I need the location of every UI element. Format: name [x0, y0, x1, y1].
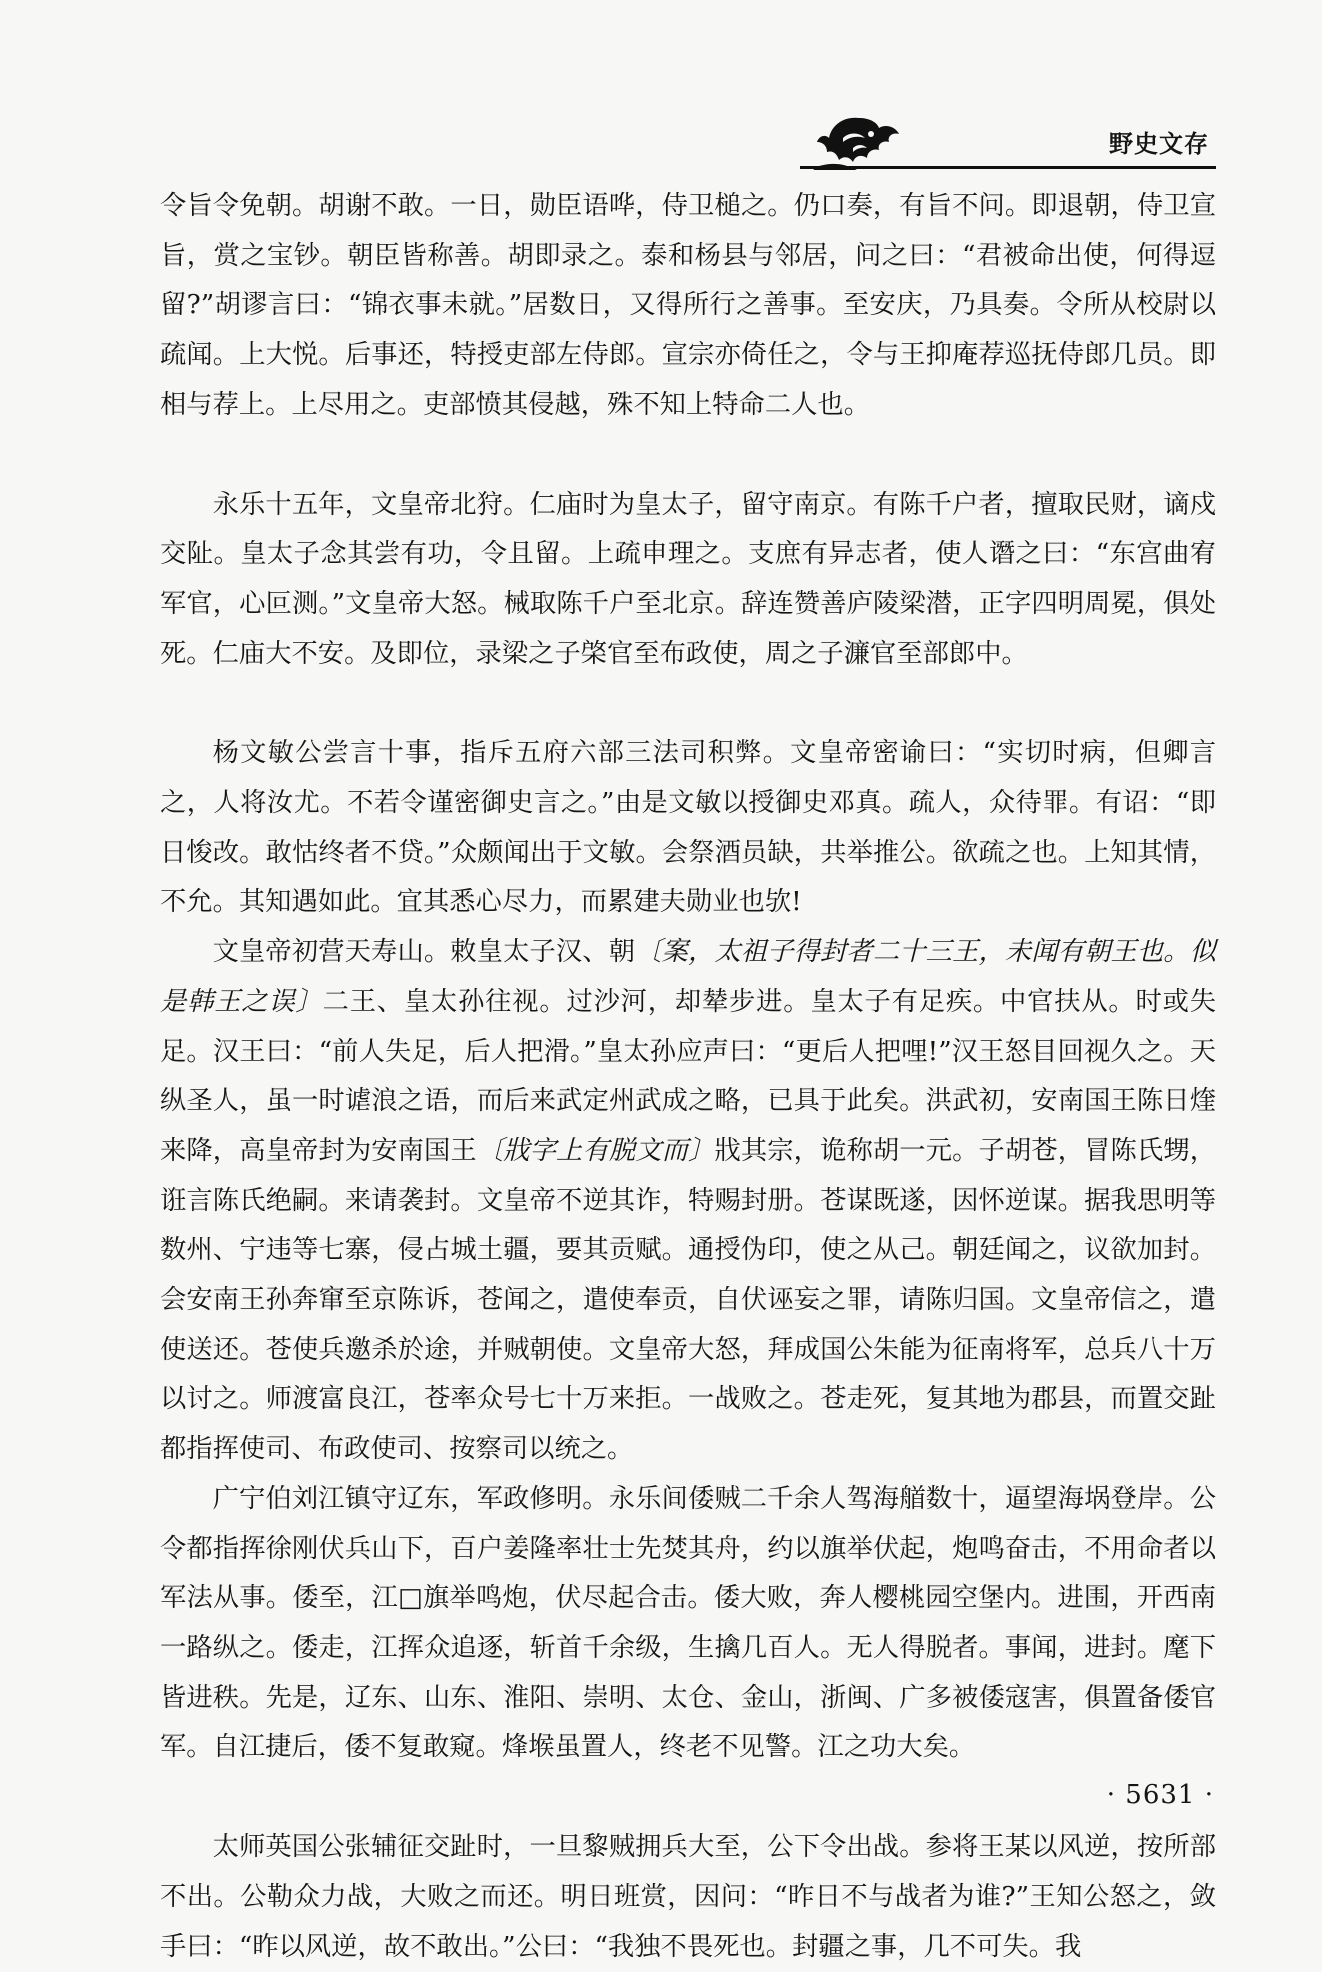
body-text	[160, 182, 1216, 1972]
dragon-emblem-icon	[813, 112, 905, 170]
page-number: · 5631 ·	[1106, 1780, 1214, 1810]
paragraph-continued: 令旨令免朝。胡谢不敢。一日，勋臣语哗，侍卫槌之。仍口奏，有旨不问。即退朝，侍卫宣旨，赏之宝钞。朝臣皆称善。胡即录之。泰和杨县与邻居，问之曰：“君被命出使，何得逗留?”胡谬言曰：“锦衣事未就。”居数日，又得所行之善事。至安庆，乃具奏。令所从校尉以疏闻。上大悦。后事还，特授吏部左侍郎。宣宗亦倚任之，令与王抑庵荐巡抚侍郎几员。即相与荐上。上尽用之。吏部愤其侵越，殊不知上特命二人也。	[160, 191, 1216, 420]
editorial-note: 〔戕字上有脱文而〕	[476, 1135, 715, 1166]
paragraph-text-segment: 二王、皇太孙往视。过沙河，却辇步进。皇太子有足疾。中官扶从。时或失足。汉王曰：“前人失足，后人把滑。”皇太孙应声曰：“更后人把哩!”汉王怒目回视久之。天纵圣人，虽一时谑浪之语，而后来武定州武成之略，已具于此矣。洪武初，安南国王陈日煃来降，高皇帝封为安南国王	[160, 986, 1217, 1166]
paragraph-text-segment: 文皇帝初营天寿山。敕皇太子汉、朝	[212, 937, 636, 968]
paragraph-tianshou-mountain	[160, 928, 1216, 1475]
paragraph-zhang-fu: 太师英国公张辅征交趾时，一旦黎贼拥兵大至，公下令出战。参将王某以风逆，按所部不出。公勒众力战，大败之而还。明日班赏，因问：“昨日不与战者为谁?”王知公怒之，敛手曰：“昨以风逆，故不敢出。”公曰：“我独不畏死也。封疆之事，几不可失。我	[160, 1832, 1216, 1962]
series-title: 野史文存	[1109, 130, 1209, 158]
paragraph-text-segment: 戕其宗，诡称胡一元。子胡苍，冒陈氏甥，诳言陈氏绝嗣。来请袭封。文皇帝不逆其诈，特赐封册。苍谋既遂，因怀逆谋。据我思明等数州、宁违等七寨，侵占城土疆，要其贡赋。通授伪印，使之从己。朝廷闻之，议欲加封。会安南王孙奔窜至京陈诉，苍闻之，遣使奉贡，自伏诬妄之罪，请陈归国。文皇帝信之，遣使送还。苍使兵邀杀於途，并贼朝使。文皇帝大怒，拜成国公朱能为征南将军，总兵八十万以讨之。师渡富良江，苍率众号七十万来拒。一战败之。苍走死，复其地为郡县，而置交趾都指挥使司、布政使司、按察司以统之。	[160, 1135, 1217, 1465]
paragraph-yongle: 永乐十五年，文皇帝北狩。仁庙时为皇太子，留守南京。有陈千户者，擅取民财，谪戍交阯。皇太子念其尝有功，令且留。上疏申理之。支庶有异志者，使人谮之曰：“东宫曲宥军官，心叵测。”文皇帝大怒。械取陈千户至北京。辞连赞善庐陵梁潜，正字四明周冕，俱处死。仁庙大不安。及即位，录梁之子棨官至布政使，周之子濂官至部郎中。	[160, 489, 1216, 669]
editorial-note: 〔案，太祖子得封者二十三王，未闻有朝王也。似是韩王之误〕	[160, 937, 1217, 1017]
header-rule	[800, 166, 1216, 169]
paragraph-yang-wenmin: 杨文敏公尝言十事，指斥五府六部三法司积弊。文皇帝密谕曰：“实切时病，但卿言之，人将汝尤。不若令谨密御史言之。”由是文敏以授御史邓真。疏人，众待罪。有诏：“即日悛改。敢怙终者不贷。”众颇闻出于文敏。会祭酒员缺，共举推公。欲疏之也。上知其情，不允。其知遇如此。宜其悉心尽力，而累建夫勋业也欤!	[160, 738, 1216, 918]
running-header	[795, 112, 1215, 172]
paragraph-liu-jiang: 广宁伯刘江镇守辽东，军政修明。永乐间倭贼二千余人驾海艏数十，逼望海埚登岸。公令都指挥徐刚伏兵山下，百户姜隆率壮士先焚其舟，约以旗举伏起，炮鸣奋击，不用命者以军法从事。倭至，江□旗举鸣炮，伏尽起合击。倭大败，奔人樱桃园空堡内。进围，开西南一路纵之。倭走，江挥众追逐，斩首千余级，生擒几百人。无人得脱者。事闻，进封。麾下皆进秩。先是，辽东、山东、淮阳、崇明、太仓、金山，浙闽、广多被倭寇害，俱置备倭官军。自江捷后，倭不复敢窥。烽堠虽置人，终老不见警。江之功大矣。	[160, 1483, 1216, 1763]
